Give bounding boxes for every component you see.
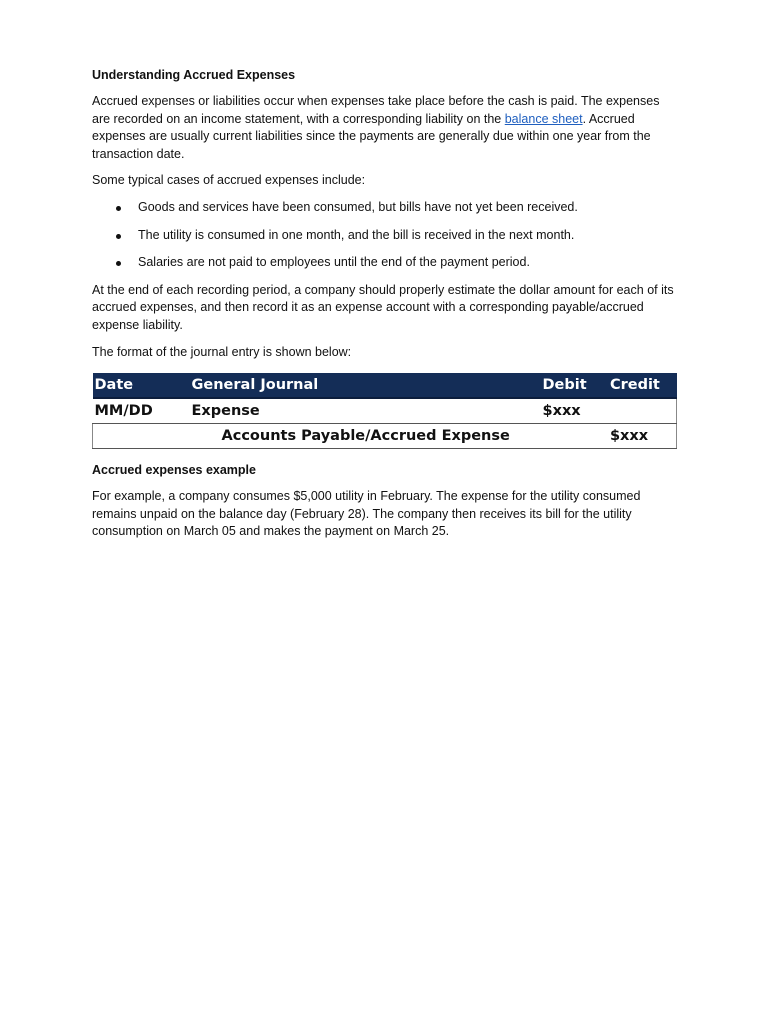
cell-date: MM/DD [93, 398, 190, 424]
document-page [92, 66, 680, 550]
format-intro-paragraph: The format of the journal entry is shown below: [92, 344, 352, 359]
list-item-text: The utility is consumed in one month, and the bill is received in the next month. [138, 227, 575, 242]
cell-date [93, 424, 190, 449]
cell-debit [541, 424, 608, 449]
table-header-row [93, 373, 677, 398]
recording-paragraph: At the end of each recording period, a company should properly estimate the dollar amount for each of its accrued expenses, and then record it as an expense account with a corresponding payable/accrued expense liability. [92, 282, 674, 332]
header-debit: Debit [541, 373, 608, 398]
table-row [93, 398, 677, 424]
header-credit: Credit [608, 373, 677, 398]
table-row [93, 424, 677, 449]
cell-debit: $xxx [541, 398, 608, 424]
cell-credit: $xxx [608, 424, 677, 449]
example-heading: Accrued expenses example [92, 463, 256, 478]
cell-account: Accounts Payable/Accrued Expense [190, 424, 541, 449]
bullet-icon [116, 261, 121, 266]
balance-sheet-link[interactable]: balance sheet [504, 111, 583, 126]
intro-text-after-link: . Accrued expenses are usually current liabilities since the payments are generally due within one year from the transaction date. [92, 111, 651, 161]
intro-text-before-link: Accrued expenses or liabilities occur when expenses take place before the cash is paid. The expenses are recorded on an income statement, with a corresponding liability on the [92, 94, 660, 126]
journal-entry-table [92, 373, 677, 449]
cell-account: Expense [190, 398, 541, 424]
intro-paragraph [92, 93, 680, 163]
cell-credit [608, 398, 677, 424]
accrued-cases-list [92, 199, 680, 272]
list-item [92, 227, 680, 245]
header-general-journal: General Journal [190, 373, 541, 398]
list-item-text: Goods and services have been consumed, but bills have not yet been received. [138, 199, 578, 214]
bullet-icon [116, 206, 121, 211]
section-heading: Understanding Accrued Expenses [92, 68, 296, 82]
bullet-icon [116, 234, 121, 239]
list-item [92, 254, 680, 272]
list-item [92, 199, 680, 217]
example-paragraph: For example, a company consumes $5,000 utility in February. The expense for the utility consumed remains unpaid on the balance day (February 28). The company then receives its bill for the utility consumption on March 05 and makes the payment on March 25. [92, 489, 641, 539]
cases-intro-paragraph: Some typical cases of accrued expenses include: [92, 173, 366, 188]
list-item-text: Salaries are not paid to employees until the end of the payment period. [138, 255, 530, 270]
header-date: Date [93, 373, 190, 398]
